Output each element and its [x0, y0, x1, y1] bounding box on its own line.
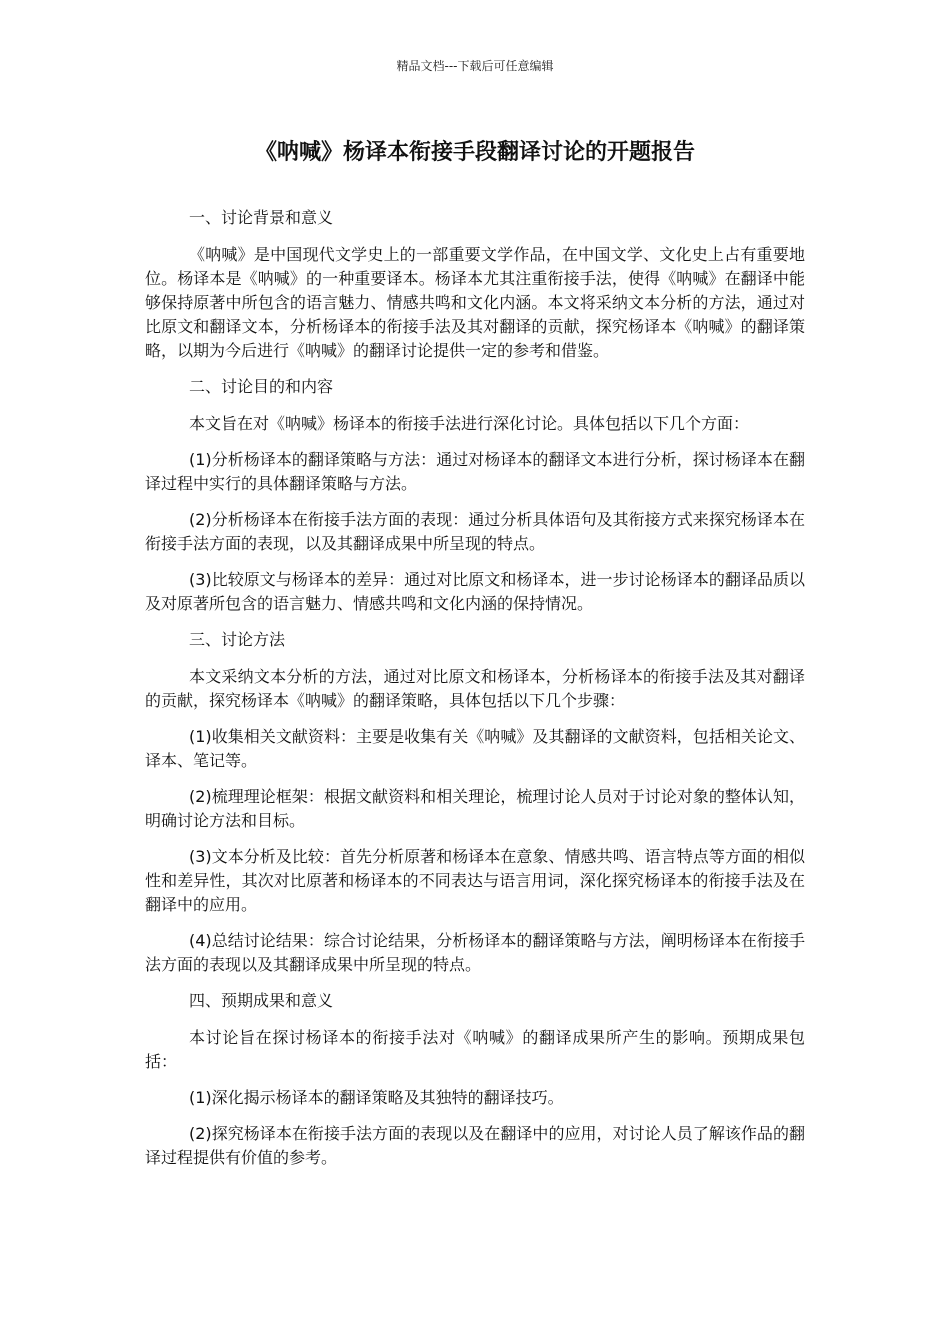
section-heading-method: 三、讨论方法 [189, 630, 286, 649]
list-item: (2)分析杨译本在衔接手法方面的表现：通过分析具体语句及其衔接方式来探究杨译本在衔接手法方面的表现，以及其翻译成果中所呈现的特点。 [145, 510, 805, 553]
paragraph: 本讨论旨在探讨杨译本的衔接手法对《呐喊》的翻译成果所产生的影响。预期成果包括： [145, 1028, 805, 1071]
document-body [145, 206, 805, 1182]
section-heading-background: 一、讨论背景和意义 [189, 208, 334, 227]
section-heading-purpose: 二、讨论目的和内容 [189, 377, 334, 396]
list-item: (1)收集相关文献资料：主要是收集有关《呐喊》及其翻译的文献资料，包括相关论文、译本、笔记等。 [145, 727, 805, 770]
list-item: (4)总结讨论结果：综合讨论结果，分析杨译本的翻译策略与方法，阐明杨译本在衔接手法方面的表现以及其翻译成果中所呈现的特点。 [145, 931, 805, 974]
list-item: (2)探究杨译本在衔接手法方面的表现以及在翻译中的应用，对讨论人员了解该作品的翻译过程提供有价值的参考。 [145, 1124, 805, 1167]
paragraph: 本文旨在对《呐喊》杨译本的衔接手法进行深化讨论。具体包括以下几个方面： [189, 414, 750, 433]
paragraph: 本文采纳文本分析的方法，通过对比原文和杨译本，分析杨译本的衔接手法及其对翻译的贡献，探究杨译本《呐喊》的翻译策略，具体包括以下几个步骤： [145, 667, 805, 710]
section-heading-outcomes: 四、预期成果和意义 [189, 991, 334, 1010]
list-item: (3)比较原文与杨译本的差异：通过对比原文和杨译本，进一步讨论杨译本的翻译品质以及对原著所包含的语言魅力、情感共鸣和文化内涵的保持情况。 [145, 570, 805, 613]
page-header-watermark: 精品文档---下载后可任意编辑 [396, 59, 554, 73]
list-item: (3)文本分析及比较：首先分析原著和杨译本在意象、情感共鸣、语言特点等方面的相似性和差异性，其次对比原著和杨译本的不同表达与语言用词，深化探究杨译本的衔接手法及在翻译中的应用。 [145, 847, 805, 914]
list-item: (1)深化揭示杨译本的翻译策略及其独特的翻译技巧。 [189, 1088, 564, 1107]
list-item: (2)梳理理论框架：根据文献资料和相关理论，梳理讨论人员对于讨论对象的整体认知，明确讨论方法和目标。 [145, 787, 805, 830]
list-item: (1)分析杨译本的翻译策略与方法：通过对杨译本的翻译文本进行分析，探讨杨译本在翻译过程中实行的具体翻译策略与方法。 [145, 450, 805, 493]
document-title: 《呐喊》杨译本衔接手段翻译讨论的开题报告 [254, 140, 695, 165]
paragraph: 《呐喊》是中国现代文学史上的一部重要文学作品，在中国文学、文化史上占有重要地位。杨译本是《呐喊》的一种重要译本。杨译本尤其注重衔接手法，使得《呐喊》在翻译中能够保持原著中所包含的语言魅力、情感共鸣和文化内涵。本文将采纳文本分析的方法，通过对比原文和翻译文本，分析杨译本的衔接手法及其对翻译的贡献，探究杨译本《呐喊》的翻译策略，以期为今后进行《呐喊》的翻译讨论提供一定的参考和借鉴。 [145, 245, 805, 360]
